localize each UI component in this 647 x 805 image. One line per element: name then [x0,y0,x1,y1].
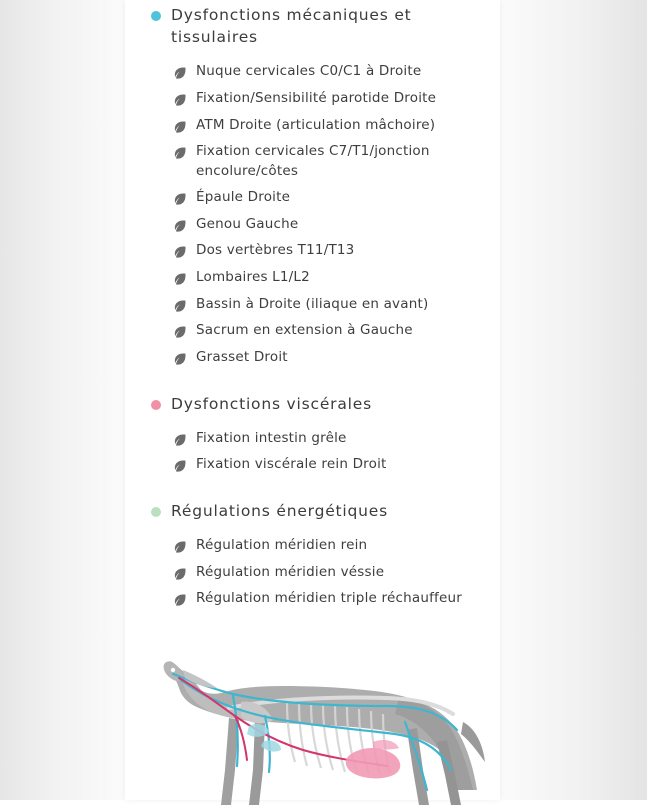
leaf-icon [173,244,187,258]
leaf-icon [173,92,187,106]
report-content [151,0,481,628]
list-item [173,559,481,586]
section-title: Régulations énergétiques [171,502,388,521]
leaf-icon [173,119,187,133]
section-header [151,4,481,49]
leaf-icon [173,566,187,580]
list-item-label: Fixation/Sensibilité parotide Droite [196,90,437,106]
list-item [173,238,481,265]
list-item [173,425,481,452]
list-item [173,533,481,560]
list-item [173,59,481,86]
list-item-label: Genou Gauche [196,215,299,232]
list-item-label: Fixation intestin grêle [196,429,347,446]
leaf-icon [173,218,187,232]
list-item [173,318,481,345]
list-item [173,86,481,113]
section-mecaniques [151,0,481,371]
page-gutter-left [0,0,125,800]
leaf-icon [173,592,187,606]
leaf-icon [173,271,187,285]
section-viscerales [151,393,481,479]
list-item [173,264,481,291]
list-item [173,139,481,185]
leaf-icon [173,145,187,159]
section-item-list [151,425,481,478]
section-header [151,393,481,415]
list-item-label: Régulation méridien véssie [196,563,385,580]
list-item-label: Épaule Droite [196,189,291,206]
leaf-icon [173,191,187,205]
dot-icon [151,11,161,21]
leaf-icon [173,458,187,472]
leaf-icon [173,298,187,312]
section-item-list [151,533,481,613]
leaf-icon [173,65,187,79]
section-title: Dysfonctions viscérales [171,394,372,413]
list-item-label: Régulation méridien triple réchauffeur [196,590,463,607]
list-item-label: Lombaires L1/L2 [196,268,310,285]
page-sheet [125,0,500,800]
list-item [173,211,481,238]
list-item-label: ATM Droite (articulation mâchoire) [196,116,436,133]
list-item [173,586,481,613]
dot-icon [151,507,161,517]
list-item-label: Bassin à Droite (iliaque en avant) [196,295,429,312]
section-energetiques [151,500,481,612]
leaf-icon [173,432,187,446]
list-item-label: Fixation viscérale rein Droit [196,456,387,473]
horse-anatomy-illustration [137,630,492,805]
page-gutter-right [500,0,647,800]
leaf-icon [173,351,187,365]
section-title: Dysfonctions mécaniques et tissulaires [171,6,412,47]
list-item [173,452,481,479]
leaf-icon [173,324,187,338]
list-item [173,291,481,318]
dot-icon [151,400,161,410]
section-header [151,500,481,522]
leaf-icon [173,539,187,553]
list-item [173,185,481,212]
list-item-label: Sacrum en extension à Gauche [196,322,413,339]
list-item-label: Grasset Droit [196,348,288,365]
list-item [173,344,481,371]
list-item-label: Régulation méridien rein [196,537,368,554]
section-item-list [151,59,481,371]
list-item [173,112,481,139]
list-item-label: Dos vertèbres T11/T13 [196,242,355,259]
list-item-label: Nuque cervicales C0/C1 à Droite [196,63,422,80]
list-item-label: Fixation cervicales C7/T1/jonction encolure/côtes [196,143,430,179]
